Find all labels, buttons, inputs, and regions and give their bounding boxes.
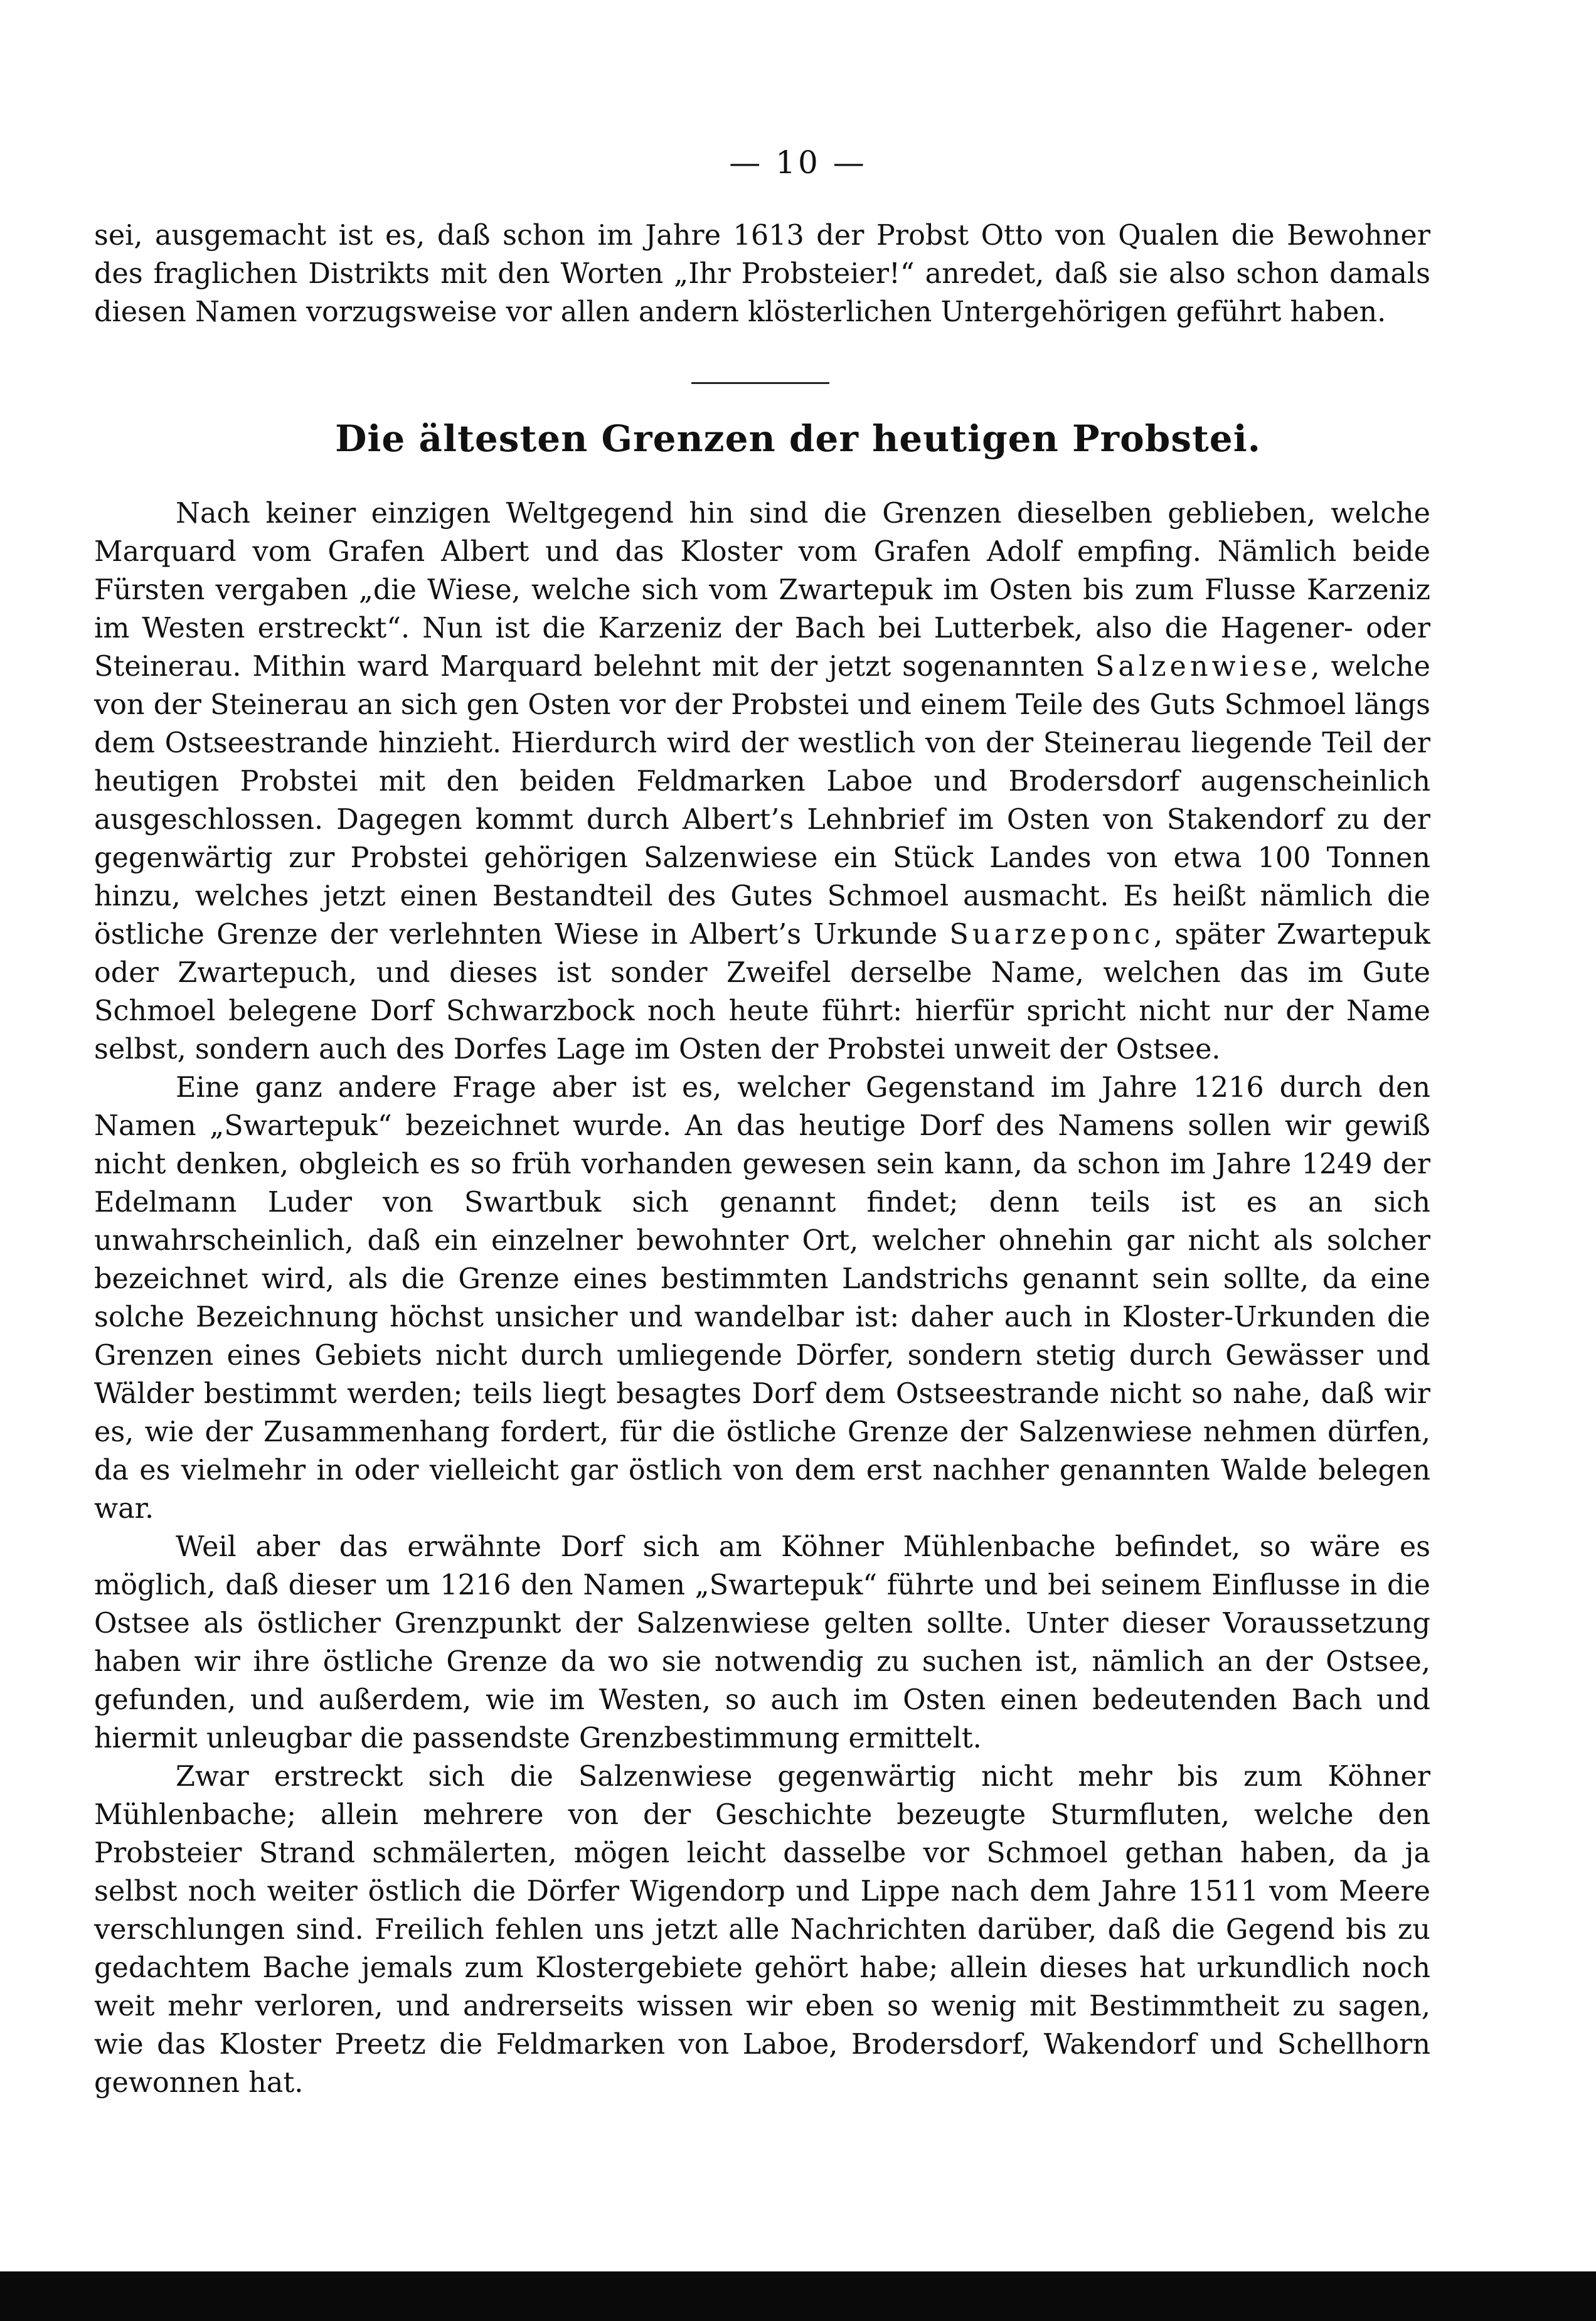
section-separator xyxy=(691,382,829,384)
section-heading: Die ältesten Grenzen der heutigen Probstei. xyxy=(335,417,1261,460)
spaced-term-salzenwiese: Salzenwiese xyxy=(1095,651,1311,683)
intro-text-block xyxy=(94,216,1430,331)
intro-paragraph: sei, ausgemacht ist es, daß schon im Jahre 1613 der Probst Otto von Qualen die Bewohner des fraglichen Distrikts mit den Worten „Ihr Probsteier!“ anredet, daß sie also schon damals diesen Namen vorzugsweise vor allen andern klösterlichen Untergehörigen geführt haben. xyxy=(94,220,1430,328)
paragraph-1 xyxy=(94,494,1430,1069)
paragraph-1-text-b: , welche von der Steinerau an sich gen Osten vor der Probstei und einem Teile des Guts Schmoel längs dem Ostseestrande hinzieht. Hierdurch wird der westlich von der Steinerau liegende Teil der heutigen Probstei mit den beiden Feldmarken Laboe und Brodersdorf augenscheinlich ausgeschlossen. Dagegen kommt durch Albert’s Lehnbrief im Osten von Stakendorf zu der gegenwärtig zur Probstei gehörigen Salzenwiese ein Stück Landes von etwa 100 Tonnen hinzu, welches jetzt einen Bestandteil des Gutes Schmoel ausmacht. Es heißt nämlich die östliche Grenze der verlehnten Wiese in Albert’s Urkunde xyxy=(94,651,1430,951)
spaced-term-suarzeponc: Suarzeponc xyxy=(949,919,1154,951)
page-number: — 10 — xyxy=(729,144,867,181)
paragraph-3: Weil aber das erwähnte Dorf sich am Köhner Mühlenbache befindet, so wäre es möglich, daß dieser um 1216 den Namen „Swartepuk“ führte und bei seinem Einflusse in die Ostsee als östlicher Grenzpunkt der Salzenwiese gelten sollte. Unter dieser Voraussetzung haben wir ihre östliche Grenze da wo sie notwendig zu suchen ist, nämlich an der Ostsee, gefunden, und außerdem, wie im Westen, so auch im Osten einen bedeutenden Bach und hiermit unleugbar die passendste Grenzbestimmung ermittelt. xyxy=(94,1531,1430,1754)
paragraph-1-text-a: Nach keiner einzigen Weltgegend hin sind die Grenzen dieselben geblieben, welche Marquard vom Grafen Albert und das Kloster vom Grafen Adolf empfing. Nämlich beide Fürsten vergaben „die Wiese, welche sich vom Zwartepuk im Osten bis zum Flusse Karzeniz im Westen erstreckt“. Nun ist die Karzeniz der Bach bei Lutterbek, also die Hagener- oder Steinerau. Mithin ward Marquard belehnt mit der jetzt sogenannten xyxy=(94,498,1430,683)
body-text-block xyxy=(94,494,1430,2102)
paragraph-4: Zwar erstreckt sich die Salzenwiese gegenwärtig nicht mehr bis zum Köhner Mühlenbache; allein mehrere von der Geschichte bezeugte Sturmfluten, welche den Probsteier Strand schmälerten, mögen leicht dasselbe vor Schmoel gethan haben, da ja selbst noch weiter östlich die Dörfer Wigendorp und Lippe nach dem Jahre 1511 vom Meere verschlungen sind. Freilich fehlen uns jetzt alle Nachrichten darüber, daß die Gegend bis zu gedachtem Bache jemals zum Klostergebiete gehört habe; allein dieses hat urkundlich noch weit mehr verloren, und andrerseits wissen wir eben so wenig mit Bestimmtheit zu sagen, wie das Kloster Preetz die Feldmarken von Laboe, Brodersdorf, Wakendorf und Schellhorn gewonnen hat. xyxy=(94,1761,1430,2099)
paragraph-2: Eine ganz andere Frage aber ist es, welcher Gegenstand im Jahre 1216 durch den Namen „Swartepuk“ bezeichnet wurde. An das heutige Dorf des Namens sollen wir gewiß nicht denken, obgleich es so früh vorhanden gewesen sein kann, da schon im Jahre 1249 der Edelmann Luder von Swartbuk sich genannt findet; denn teils ist es an sich unwahrscheinlich, daß ein einzelner bewohnter Ort, welcher ohnehin gar nicht als solcher bezeichnet wird, als die Grenze eines bestimmten Landstrichs genannt sein sollte, da eine solche Bezeichnung höchst unsicher und wandelbar ist: daher auch in Kloster-Urkunden die Grenzen eines Gebiets nicht durch umliegende Dörfer, sondern stetig durch Gewässer und Wälder bestimmt werden; teils liegt besagtes Dorf dem Ostseestrande nicht so nahe, daß wir es, wie der Zusammenhang fordert, für die östliche Grenze der Salzenwiese nehmen dürfen, da es vielmehr in oder vielleicht gar östlich von dem erst nachher genannten Walde belegen war. xyxy=(94,1072,1430,1525)
scan-bottom-border xyxy=(0,2271,1596,2321)
paragraph-1-text-c: , später Zwartepuk oder Zwartepuch, und dieses ist sonder Zweifel derselbe Name, welchen das im Gute Schmoel belegene Dorf Schwarzbock noch heute führt: hierfür spricht nicht nur der Name selbst, sondern auch des Dorfes Lage im Osten der Probstei unweit der Ostsee. xyxy=(94,919,1430,1065)
